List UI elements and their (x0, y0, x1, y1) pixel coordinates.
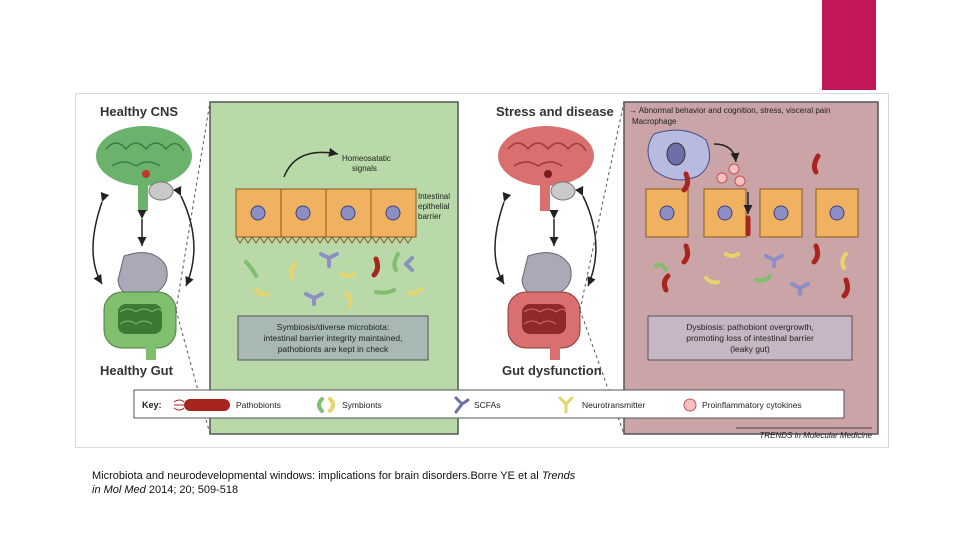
key-label-symbionts: Symbionts (342, 400, 382, 410)
disease-summary-line-2: promoting loss of intestinal barrier (686, 333, 814, 343)
disease-gut-icon (508, 253, 580, 360)
healthy-epithelium (236, 189, 416, 243)
disease-gut-brain-arrow-right (583, 196, 596, 286)
key-pathobiont-icon (174, 399, 230, 411)
healthy-gut-icon (104, 253, 176, 360)
healthy-summary-line-2: intestinal barrier integrity maintained, (263, 333, 403, 343)
accent-bar (822, 0, 876, 90)
healthy-summary-line-3: pathobionts are kept in check (277, 344, 389, 354)
healthy-panel (210, 102, 458, 434)
barrier-label-1: Intestinal (418, 192, 451, 201)
key-label-scfas: SCFAs (474, 400, 501, 410)
caption-journal-2: in Mol Med (92, 484, 146, 496)
barrier-label-3: barrier (418, 212, 442, 221)
caption-journal-1: Trends (541, 470, 576, 482)
healthy-cns-heading: Healthy CNS (100, 104, 179, 119)
stress-disease-heading: Stress and disease (496, 104, 614, 119)
figure-caption (92, 469, 632, 497)
abnormal-behavior-label: → Abnormal behavior and cognition, stress, visceral pain (629, 106, 831, 115)
figure-diagram (76, 94, 888, 447)
key-label-neurotransmitter: Neurotransmitter (582, 400, 646, 410)
key-title: Key: (142, 400, 162, 410)
gut-dysfunction-heading: Gut dysfunction (502, 363, 602, 378)
key-label-pathobionts: Pathobionts (236, 400, 281, 410)
caption-text-1: Microbiota and neurodevelopmental windows: implications for brain disorders.Borre YE et al (92, 470, 542, 482)
homeostatic-label-2: signals (352, 164, 377, 173)
macrophage-icon (648, 130, 710, 180)
gut-brain-arrow-right (181, 196, 194, 286)
disease-summary-line-1: Dysbiosis: pathobiont overgrowth, (686, 322, 814, 332)
key-label-cytokines: Proinflammatory cytokines (702, 400, 802, 410)
healthy-summary-line-1: Symbiosis/diverse microbiota: (276, 322, 390, 332)
figure (75, 93, 889, 448)
key-cytokine-icon (684, 399, 696, 411)
homeostatic-label-1: Homeosatatic (342, 154, 391, 163)
disease-brain-icon (498, 126, 594, 211)
healthy-gut-heading: Healthy Gut (100, 363, 173, 378)
healthy-brain-icon (96, 126, 192, 211)
source-credit: TRENDS in Molecular Medicine (759, 431, 872, 440)
disease-summary-line-3: (leaky gut) (730, 344, 770, 354)
caption-text-2: 2014; 20; 509-518 (145, 484, 239, 496)
barrier-label-2: epithelial (418, 202, 450, 211)
disease-gut-brain-arrow-left (495, 202, 504, 284)
gut-brain-arrow-left (93, 202, 102, 284)
macrophage-label: Macrophage (632, 117, 677, 126)
